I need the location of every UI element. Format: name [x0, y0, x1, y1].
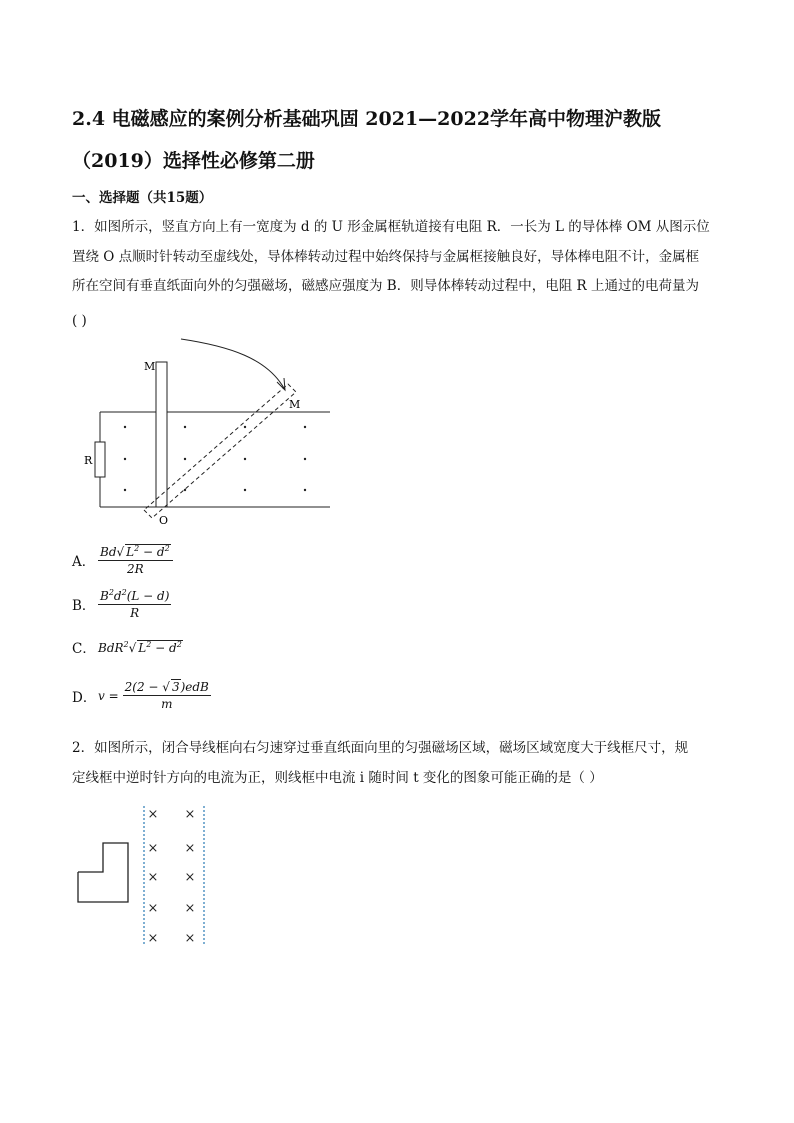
field-cross: × — [184, 901, 196, 916]
option-b-label: B． — [72, 598, 96, 614]
q1-line-1: 1．如图所示，竖直方向上有一宽度为 d 的 U 形金属框轨道接有电阻 R．一长为 L 的导体棒 OM 从图示位 — [72, 219, 710, 235]
question-1-text — [72, 213, 722, 302]
sup: 2 — [121, 588, 127, 597]
option-d-den: m — [161, 697, 173, 711]
option-d-lhs: v = — [98, 688, 119, 703]
q2-figure — [70, 800, 220, 950]
page-title-line1: 2.4 电磁感应的案例分析基础巩固 2021—2022学年高中物理沪教版 — [72, 108, 662, 130]
sup: 2 — [123, 639, 129, 649]
field-dot — [304, 489, 306, 491]
q1-answer-paren: ( ) — [72, 313, 87, 329]
sup: 2 — [164, 544, 170, 553]
option-a-den: 2R — [127, 562, 144, 576]
q1-line-2: 置绕 O 点顺时针转动至虚线处，导体棒转动过程中始终保持与金属框接触良好，导体棒电阻不计，金属框 — [72, 248, 700, 265]
option-b-den: R — [130, 606, 140, 620]
sup: 2 — [134, 544, 140, 553]
option-b-num-c: (L − d) — [126, 589, 170, 603]
q2-line-2: 定线框中逆时针方向的电流为正，则线框中电流 i 随时间 t 变化的图象可能正确的是（ ） — [72, 769, 603, 786]
section-heading: 一、选择题（共15题） — [72, 190, 213, 206]
option-a-label: A． — [72, 554, 96, 570]
field-cross: × — [147, 931, 159, 946]
option-d-rad: 3 — [171, 680, 180, 694]
field-dots — [124, 426, 306, 491]
field-cross: × — [147, 901, 159, 916]
field-dot — [184, 426, 186, 428]
option-d-num-b: )edB — [180, 680, 209, 694]
option-a[interactable] — [72, 544, 173, 576]
option-a-rad: L — [126, 545, 135, 559]
field-dot — [124, 426, 126, 428]
option-c-pre: BdR — [98, 640, 124, 655]
field-dot — [184, 489, 186, 491]
option-d-label: D． — [72, 689, 97, 706]
option-b-formula — [98, 588, 171, 620]
field-cross: × — [184, 931, 196, 946]
option-a-rad-rest: − d — [139, 545, 165, 559]
option-c[interactable] — [72, 637, 183, 657]
option-b-num-a: B — [100, 589, 109, 603]
label-M-right: M — [289, 398, 301, 411]
option-d-num-a: 2(2 − — [124, 680, 163, 694]
question-2-text — [72, 734, 722, 793]
sup: 2 — [176, 639, 182, 649]
field-dot — [304, 458, 306, 460]
label-M-top: M — [144, 360, 156, 373]
option-c-label: C． — [72, 641, 96, 657]
field-dot — [124, 458, 126, 460]
option-c-formula: BdR$^2$√ $L^2 - d^2$ — [98, 639, 182, 655]
field-cross: × — [184, 870, 196, 885]
field-dot — [244, 458, 246, 460]
resistor-symbol — [95, 442, 105, 477]
field-dot — [244, 489, 246, 491]
option-d[interactable] — [72, 680, 211, 711]
field-dot — [184, 458, 186, 460]
q1-figure — [78, 330, 348, 530]
sup: 2 — [146, 639, 152, 649]
option-c-rad: L — [138, 640, 147, 655]
option-c-rad-rest: − d — [151, 640, 177, 655]
field-cross: × — [147, 870, 159, 885]
page-title-line2: （2019）选择性必修第二册 — [72, 150, 315, 172]
wire-loop — [78, 843, 128, 902]
q1-line-3: 所在空间有垂直纸面向外的匀强磁场，磁感应强度为 B．则导体棒转动过程中，电阻 R 上通过的电荷量为 — [72, 278, 699, 295]
rotation-arrow — [181, 339, 285, 390]
field-cross: × — [184, 841, 196, 856]
sup: 2 — [108, 588, 114, 597]
field-cross: × — [184, 807, 196, 822]
option-a-formula: $\frac{Bd√ L^2 - d^2}{2R}$ — [98, 544, 173, 576]
label-R: R — [84, 454, 93, 467]
field-dot — [304, 426, 306, 428]
field-cross: × — [147, 841, 159, 856]
field-dot — [124, 489, 126, 491]
label-O: O — [159, 514, 169, 527]
option-b[interactable] — [72, 588, 171, 620]
field-dot — [244, 426, 246, 428]
option-d-formula: $\frac{\text{2(2 − √ 3)edB}}{m}$ — [124, 680, 209, 711]
field-cross: × — [147, 807, 159, 822]
option-a-num-a: Bd — [100, 545, 117, 559]
option-b-num-b: d — [113, 589, 122, 603]
conductor-rod — [156, 362, 167, 507]
q2-line-1: 2．如图所示，闭合导线框向右匀速穿过垂直纸面向里的匀强磁场区域，磁场区域宽度大于线框尺寸，规 — [72, 740, 689, 756]
